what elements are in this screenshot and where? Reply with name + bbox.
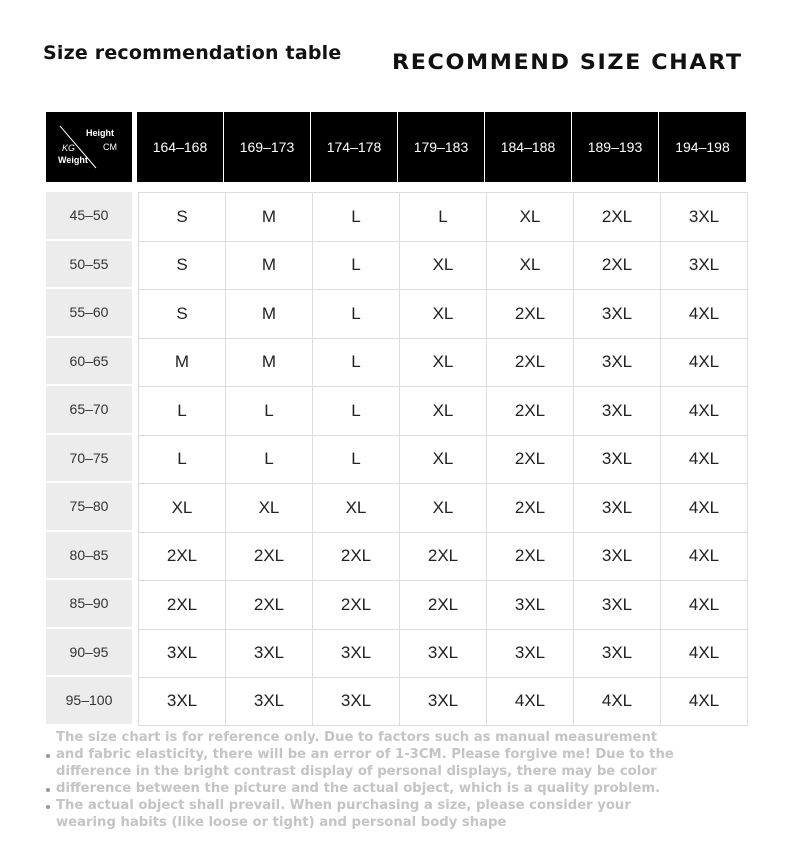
size-cell: L bbox=[313, 386, 400, 435]
table-header bbox=[46, 112, 748, 182]
size-cell: M bbox=[226, 289, 313, 338]
corner-cm-label: CM bbox=[103, 142, 117, 152]
size-cell: L bbox=[313, 192, 400, 241]
size-cell: 3XL bbox=[574, 289, 661, 338]
size-row-cells bbox=[138, 192, 748, 241]
size-cell: XL bbox=[139, 483, 226, 532]
size-cell: 4XL bbox=[661, 629, 748, 678]
size-cell: 2XL bbox=[487, 386, 574, 435]
size-cell: M bbox=[226, 338, 313, 387]
size-cell: XL bbox=[487, 192, 574, 241]
size-cell: 2XL bbox=[313, 580, 400, 629]
size-row-cells bbox=[138, 386, 748, 435]
weight-cell: 65–70 bbox=[46, 386, 132, 435]
size-cell: XL bbox=[400, 289, 487, 338]
size-cell: 3XL bbox=[313, 629, 400, 678]
size-cell: XL bbox=[487, 241, 574, 290]
height-header-cell: 169–173 bbox=[224, 112, 310, 182]
size-cell: 2XL bbox=[400, 532, 487, 581]
bullet-icon bbox=[46, 805, 50, 809]
bullet-icon bbox=[46, 754, 50, 758]
size-cell: 2XL bbox=[139, 532, 226, 581]
size-cell: M bbox=[226, 192, 313, 241]
size-cell: XL bbox=[400, 435, 487, 484]
note-line bbox=[56, 797, 716, 814]
size-row-cells bbox=[138, 580, 748, 629]
height-header-cell: 194–198 bbox=[659, 112, 746, 182]
size-cell: 2XL bbox=[313, 532, 400, 581]
height-header-cell: 179–183 bbox=[398, 112, 484, 182]
table-row bbox=[46, 289, 748, 338]
size-cell: XL bbox=[400, 386, 487, 435]
size-cell: 3XL bbox=[574, 338, 661, 387]
size-cell: 4XL bbox=[661, 289, 748, 338]
size-cell: 2XL bbox=[487, 532, 574, 581]
size-cell: 2XL bbox=[574, 241, 661, 290]
size-cell: 4XL bbox=[487, 677, 574, 726]
weight-cell: 60–65 bbox=[46, 338, 132, 387]
size-cell: 4XL bbox=[661, 677, 748, 726]
weight-cell: 55–60 bbox=[46, 289, 132, 338]
size-cell: 3XL bbox=[574, 483, 661, 532]
size-cell: 3XL bbox=[313, 677, 400, 726]
corner-height-label: Height bbox=[86, 128, 114, 138]
size-cell: L bbox=[139, 386, 226, 435]
note-line-text: The actual object shall prevail. When purchasing a size, please consider your bbox=[56, 798, 631, 813]
weight-cell: 45–50 bbox=[46, 192, 132, 241]
size-cell: 2XL bbox=[487, 435, 574, 484]
weight-cell: 70–75 bbox=[46, 435, 132, 484]
note-line-text: and fabric elasticity, there will be an error of 1-3CM. Please forgive me! Due to the bbox=[56, 747, 674, 762]
size-cell: 3XL bbox=[487, 629, 574, 678]
size-cell: 4XL bbox=[574, 677, 661, 726]
size-cell: 3XL bbox=[487, 580, 574, 629]
height-header-cell: 189–193 bbox=[572, 112, 658, 182]
height-header-cell: 164–168 bbox=[137, 112, 223, 182]
size-cell: 3XL bbox=[400, 629, 487, 678]
disclaimer-note bbox=[56, 729, 716, 831]
table-row bbox=[46, 677, 748, 726]
table-row bbox=[46, 483, 748, 532]
size-cell: 2XL bbox=[400, 580, 487, 629]
size-row-cells bbox=[138, 338, 748, 387]
weight-cell: 80–85 bbox=[46, 532, 132, 581]
size-cell: 4XL bbox=[661, 483, 748, 532]
table-row bbox=[46, 532, 748, 581]
table-row bbox=[46, 629, 748, 678]
size-cell: L bbox=[313, 338, 400, 387]
size-cell: 4XL bbox=[661, 532, 748, 581]
diagonal-divider-icon bbox=[46, 112, 132, 182]
size-cell: 3XL bbox=[226, 629, 313, 678]
size-cell: 2XL bbox=[487, 483, 574, 532]
note-line: The size chart is for reference only. Due to factors such as manual measurement bbox=[56, 730, 658, 745]
size-cell: XL bbox=[400, 338, 487, 387]
size-cell: 4XL bbox=[661, 386, 748, 435]
weight-cell: 85–90 bbox=[46, 580, 132, 629]
bullet-icon bbox=[46, 788, 50, 792]
size-cell: 3XL bbox=[139, 629, 226, 678]
header-corner-cell bbox=[46, 112, 132, 182]
weight-cell: 90–95 bbox=[46, 629, 132, 678]
size-row-cells bbox=[138, 677, 748, 726]
corner-weight-label: Weight bbox=[58, 155, 88, 165]
weight-cell: 75–80 bbox=[46, 483, 132, 532]
size-cell: S bbox=[139, 289, 226, 338]
table-row bbox=[46, 386, 748, 435]
size-cell: M bbox=[226, 241, 313, 290]
size-cell: 3XL bbox=[574, 629, 661, 678]
size-cell: L bbox=[139, 435, 226, 484]
weight-cell: 50–55 bbox=[46, 241, 132, 290]
table-row bbox=[46, 338, 748, 387]
table-row bbox=[46, 192, 748, 241]
note-line-text: difference between the picture and the actual object, which is a quality problem. bbox=[56, 781, 661, 796]
size-cell: L bbox=[226, 386, 313, 435]
size-cell: 3XL bbox=[574, 435, 661, 484]
size-cell: XL bbox=[226, 483, 313, 532]
size-cell: 2XL bbox=[139, 580, 226, 629]
size-table-body bbox=[46, 192, 748, 726]
size-cell: 3XL bbox=[574, 386, 661, 435]
note-line: wearing habits (like loose or tight) and personal body shape bbox=[56, 815, 507, 830]
size-cell: 3XL bbox=[574, 580, 661, 629]
size-cell: 4XL bbox=[661, 338, 748, 387]
weight-cell: 95–100 bbox=[46, 677, 132, 726]
size-cell: 2XL bbox=[226, 532, 313, 581]
size-cell: 3XL bbox=[661, 241, 748, 290]
size-cell: XL bbox=[400, 241, 487, 290]
size-cell: 3XL bbox=[226, 677, 313, 726]
size-cell: L bbox=[400, 192, 487, 241]
size-cell: L bbox=[313, 435, 400, 484]
size-cell: 3XL bbox=[400, 677, 487, 726]
size-cell: 4XL bbox=[661, 435, 748, 484]
size-row-cells bbox=[138, 532, 748, 581]
table-row bbox=[46, 241, 748, 290]
size-cell: 2XL bbox=[487, 338, 574, 387]
height-header-cell: 174–178 bbox=[311, 112, 397, 182]
corner-kg-label: KG bbox=[62, 143, 76, 153]
height-header-cell: 184–188 bbox=[485, 112, 571, 182]
size-cell: L bbox=[313, 241, 400, 290]
size-row-cells bbox=[138, 289, 748, 338]
size-cell: 3XL bbox=[574, 532, 661, 581]
size-cell: S bbox=[139, 241, 226, 290]
size-cell: 2XL bbox=[226, 580, 313, 629]
size-cell: S bbox=[139, 192, 226, 241]
note-line: difference in the bright contrast display of personal displays, there may be color bbox=[56, 764, 657, 779]
table-row bbox=[46, 580, 748, 629]
size-cell: L bbox=[313, 289, 400, 338]
size-row-cells bbox=[138, 483, 748, 532]
table-title: Size recommendation table bbox=[43, 42, 342, 64]
size-cell: 3XL bbox=[139, 677, 226, 726]
size-row-cells bbox=[138, 629, 748, 678]
size-row-cells bbox=[138, 435, 748, 484]
table-row bbox=[46, 435, 748, 484]
size-cell: 4XL bbox=[661, 580, 748, 629]
size-row-cells bbox=[138, 241, 748, 290]
size-cell: 3XL bbox=[661, 192, 748, 241]
note-line bbox=[56, 746, 716, 763]
chart-heading: RECOMMEND SIZE CHART bbox=[392, 50, 743, 74]
size-cell: L bbox=[226, 435, 313, 484]
size-cell: 2XL bbox=[574, 192, 661, 241]
note-line bbox=[56, 780, 716, 797]
size-cell: M bbox=[139, 338, 226, 387]
size-cell: XL bbox=[400, 483, 487, 532]
size-cell: XL bbox=[313, 483, 400, 532]
size-cell: 2XL bbox=[487, 289, 574, 338]
